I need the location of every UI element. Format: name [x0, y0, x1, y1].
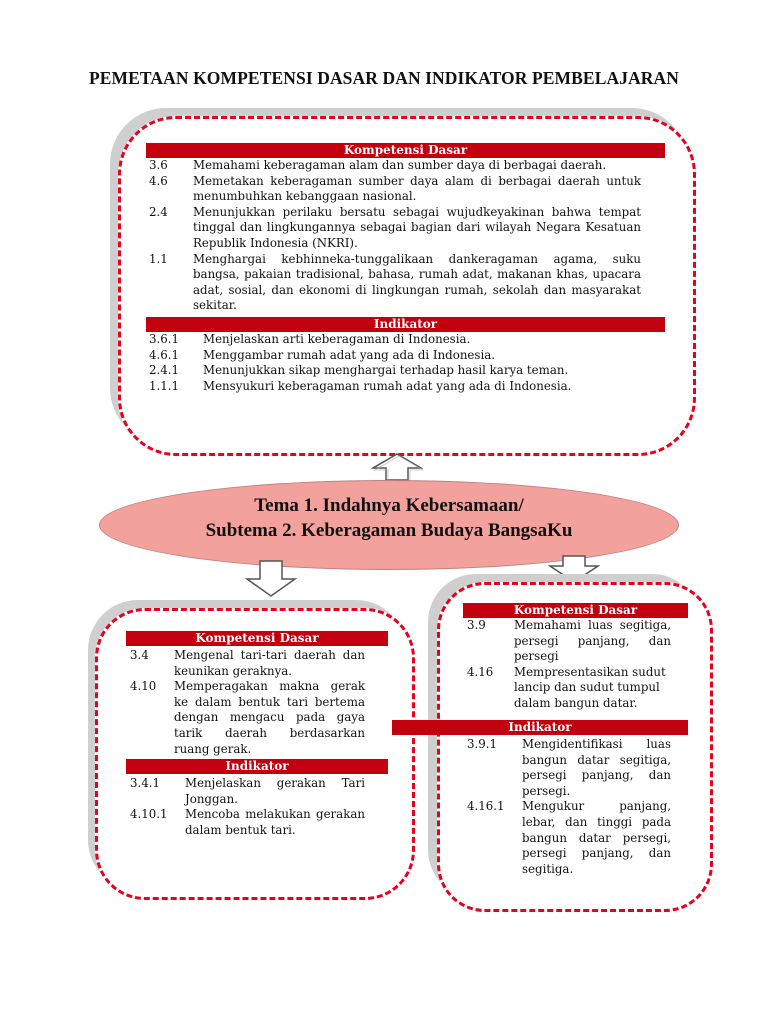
- right-kd-content: [463, 603, 688, 712]
- list-item: 2.4.1 Menunjukkan sikap menghargai terhadap hasil karya teman.: [149, 363, 569, 378]
- arrow-up-icon: [371, 452, 423, 482]
- list-item: 4.10.1 Mencoba melakukan gerakan dalam bentuk tari.: [130, 807, 365, 837]
- list-item: 3.4 Mengenal tari-tari daerah dan keunikan geraknya.: [130, 648, 365, 678]
- left-ind-list: [126, 774, 388, 838]
- theme-title: [99, 493, 679, 543]
- list-item: 3.6.1 Menjelaskan arti keberagaman di Indonesia.: [149, 331, 471, 346]
- list-item: 3.6 Memahami keberagaman alam dan sumber daya di berbagai daerah.: [149, 158, 607, 172]
- list-item: 3.9 Memahami luas segitiga, persegi panjang, dan persegi: [467, 618, 671, 664]
- list-item: 4.6.1 Menggambar rumah adat yang ada di Indonesia.: [149, 347, 496, 362]
- left-kd-header: Kompetensi Dasar: [126, 631, 388, 646]
- list-item: 1.1.1 Mensyukuri keberagaman rumah adat yang ada di Indonesia.: [149, 378, 572, 393]
- list-item: 4.16 Mempresentasikan sudut lancip dan sudut tumpul dalam bangun datar.: [467, 664, 666, 710]
- theme-line-1: Tema 1. Indahnya Kebersamaan/: [254, 495, 524, 516]
- right-ind-list: [463, 737, 688, 877]
- list-item: 3.9.1 Mengidentifikasi luas bangun datar segitiga, persegi panjang, dan persegi.: [467, 737, 671, 798]
- list-item: 2.4 Menunjukkan perilaku bersatu sebagai wujudkeyakinan bahwa tempat tinggal dan lingkungannya sebagai bagian dari wilayah Negara Kesatuan Republik Indonesia (NKRI).: [149, 204, 641, 250]
- top-ind-header: Indikator: [146, 317, 665, 332]
- list-item: 4.10 Memperagakan makna gerak ke dalam bentuk tari bertema dengan mengacu pada gaya tarik daerah berdasarkan ruang gerak.: [130, 679, 365, 756]
- top-ind-list: [146, 332, 665, 394]
- right-ind-content: [463, 737, 688, 877]
- left-ind-header: Indikator: [126, 759, 388, 774]
- page-title: PEMETAAN KOMPETENSI DASAR DAN INDIKATOR PEMBELAJARAN: [88, 68, 680, 88]
- list-item: 4.6 Memetakan keberagaman sumber daya alam di berbagai daerah untuk menumbuhkan kebanggaan nasional.: [149, 173, 641, 204]
- right-kd-list: [463, 618, 688, 712]
- theme-line-2: Subtema 2. Keberagaman Budaya BangsaKu: [205, 520, 573, 541]
- top-content: [146, 143, 665, 394]
- top-kd-list: [146, 158, 665, 314]
- arrow-down-left-icon: [245, 559, 297, 599]
- top-kd-header: Kompetensi Dasar: [146, 143, 665, 158]
- right-kd-header: Kompetensi Dasar: [463, 603, 688, 618]
- right-ind-header: Indikator: [392, 720, 688, 735]
- list-item: 4.16.1 Mengukur panjang, lebar, dan tinggi pada bangun datar persegi, persegi panjang, dan segitiga.: [467, 799, 671, 876]
- left-content: [126, 631, 388, 839]
- list-item: 1.1 Menghargai kebhinneka-tunggalikaan dankeragaman agama, suku bangsa, pakaian tradisional, bahasa, rumah adat, makanan khas, upacara adat, sosial, dan ekonomi di lingkungan rumah, sekolah dan masyarakat sekitar.: [149, 251, 641, 313]
- list-item: 3.4.1 Menjelaskan gerakan Tari Jonggan.: [130, 776, 365, 806]
- left-kd-list: [126, 646, 388, 757]
